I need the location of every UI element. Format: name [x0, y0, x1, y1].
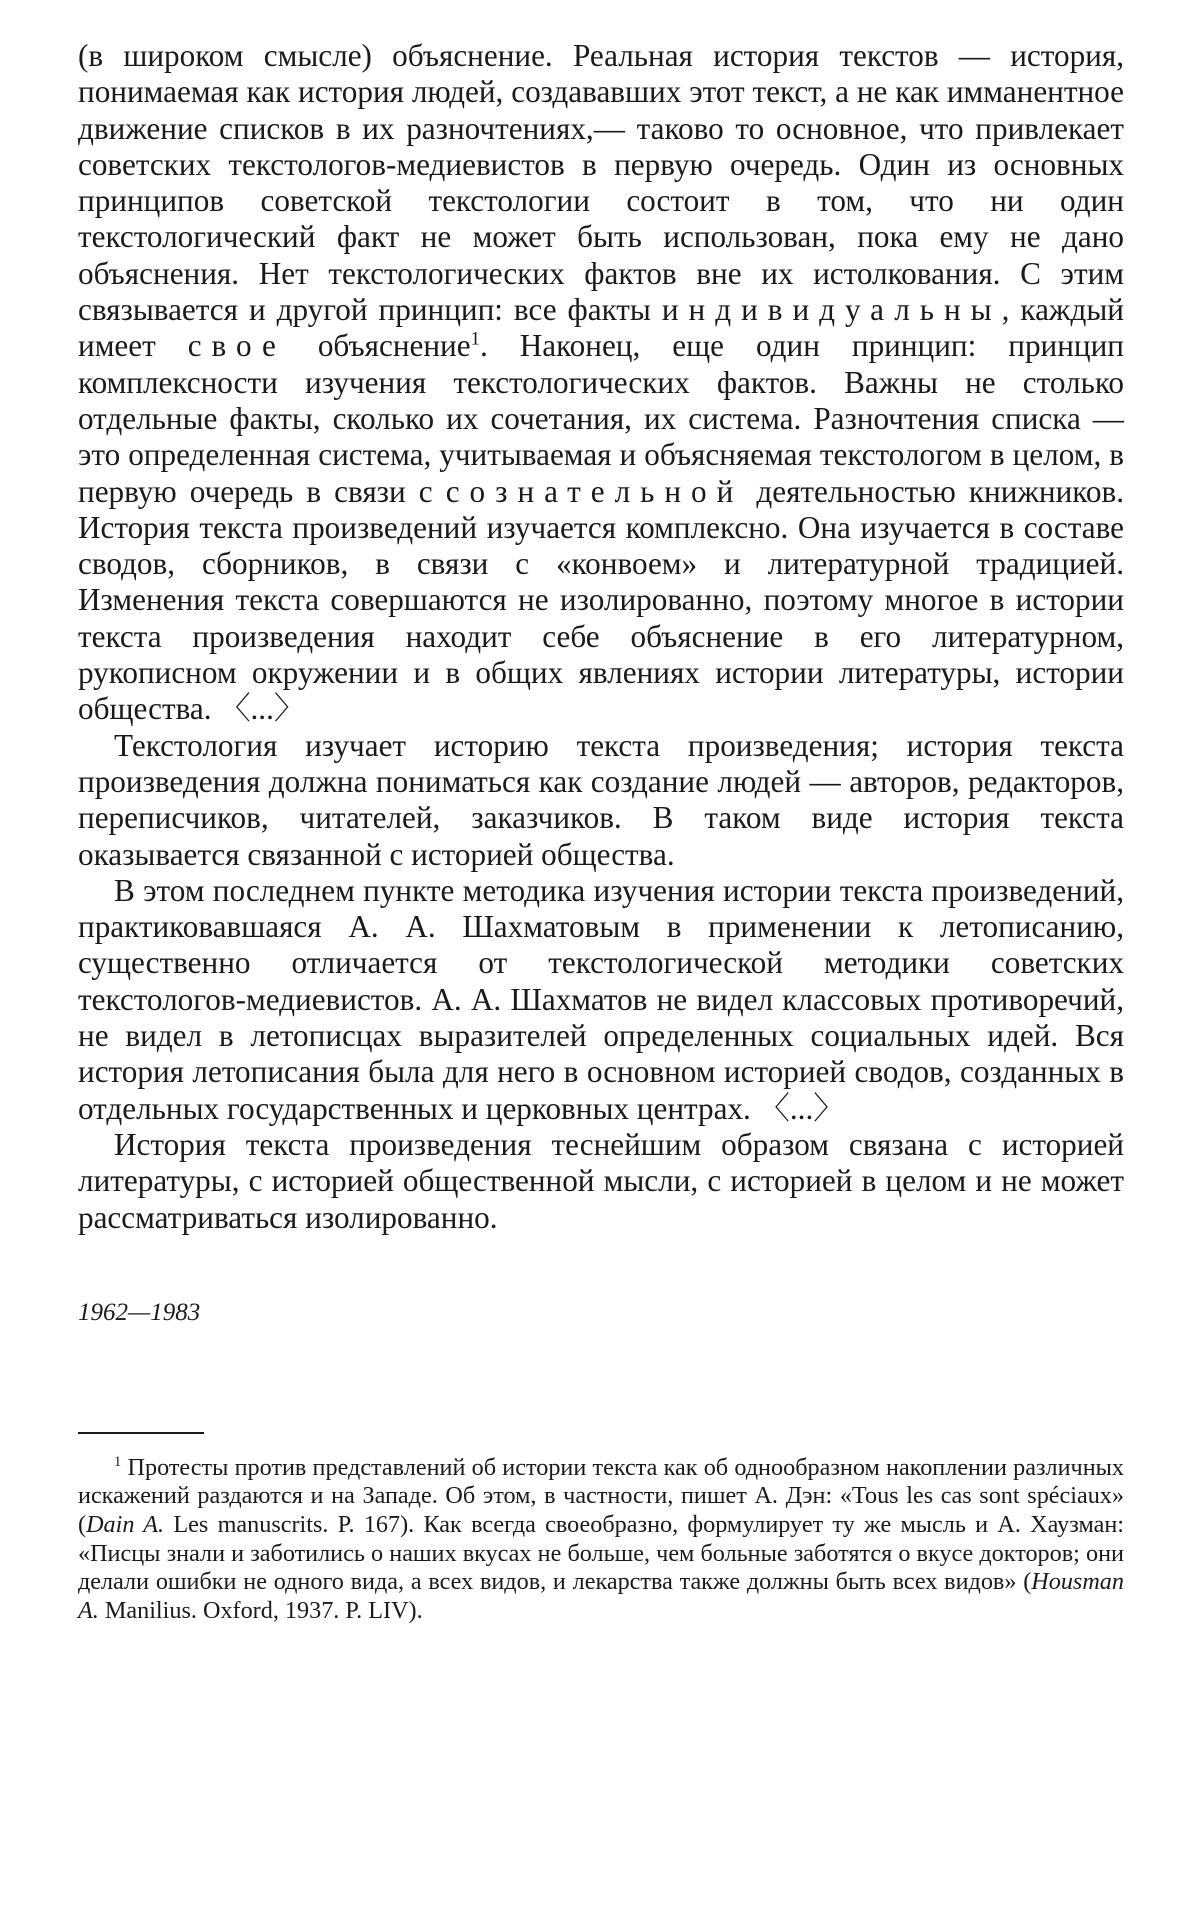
spaced-emphasis: индивидуальны — [661, 292, 1002, 328]
author-name: Dain A. — [86, 1510, 165, 1538]
paragraph-3: В этом последнем пункте методика изучения истории текста произведений, практиковавшаяся А. А. Шахматовым в применении к летописанию, существенно отличается от текстологической методики советских текстологов-медиевистов. А. А. Шахматов не видел классовых противоречий, не видел в летописцах выразителей определенных социальных идей. Вся история летописания была для него в основном историей сводов, созданных в отдельных государственных и церковных центрах. 〈...〉 — [78, 872, 1124, 1126]
text-run: (в широком смысле) объяснение. Реальная история текстов — история, понимаемая как история людей, создававших этот текст, а не как имманентное движение списков в их разночтениях,— таково то основное, что привлекает советских текстологов-медиевистов в первую очередь. Один из основных принципов советской текстологии состоит в том, что ни один текстологический факт не может быть использован, пока ему не дано объяснения. Нет текстологических фактов вне их истолкования. С этим связывается и другой принцип: все факты — [78, 38, 1124, 328]
text-run: Протесты против представлений об истории текста как об однообразном накоплении различных искажений раздаются и на Западе. Об этом, в частности, пишет А. Дэн: «Tous les cas sont spéciaux» ( — [78, 1453, 1124, 1538]
paragraph-2: Текстология изучает историю текста произведения; история текста произведения должна пониматься как создание людей — авторов, редакторов, переписчиков, читателей, заказчиков. В таком виде история текста оказывается связанной с историей общества. — [78, 727, 1124, 872]
author-name: Housman A. — [78, 1568, 1124, 1624]
text-run: деятельностью книжников. История текста произведений изучается комплексно. Она изучается в составе сводов, сборников, в связи с «конвоем» и литературной традицией. Изменения текста совершаются не изолированно, поэтому многое в истории текста произведения находит себе объяснение в его литературном, рукописном окружении и в общих явлениях истории литературы, истории общества. 〈...〉 — [78, 473, 1124, 727]
text-run: объяснение — [285, 328, 471, 364]
text-run: Les manuscrits. P. 167). Как всегда своеобразно, формулирует ту же мысль и А. Хаузман: «Писцы знали и заботились о наших вкусах не больше, чем больные заботятся о вкусе докторов; они делали ошибки не одного вида, а всех видов, и лекарства также должны быть всех видов» ( — [78, 1510, 1124, 1596]
text-run: Manilius. Oxford, 1937. P. LIV). — [98, 1596, 423, 1624]
spaced-emphasis: сознательной — [445, 473, 744, 509]
date-line: 1962—1983 — [78, 1298, 201, 1326]
footnote — [78, 1454, 1124, 1626]
footnote-divider — [78, 1432, 204, 1434]
paragraph-4: История текста произведения теснейшим образом связана с историей литературы, с историей общественной мысли, с историей в целом и не может рассматриваться изолированно. — [78, 1126, 1124, 1235]
text-run: , каждый имеет — [78, 292, 1124, 364]
spaced-emphasis: свое — [187, 328, 286, 364]
footnote-ref[interactable]: 1 — [470, 328, 480, 350]
page — [78, 38, 1124, 1650]
paragraph-1 — [78, 38, 1124, 728]
text-run: . Наконец, еще один принцип: принцип комплексности изучения текстологических фактов. Важны не столько отдельные факты, сколько их сочетания, их система. Разночтения списка — это определенная система, учитываемая и объясняемая текстологом в целом, в первую очередь в связи с — [78, 328, 1124, 509]
footnote-mark: 1 — [114, 1453, 122, 1470]
